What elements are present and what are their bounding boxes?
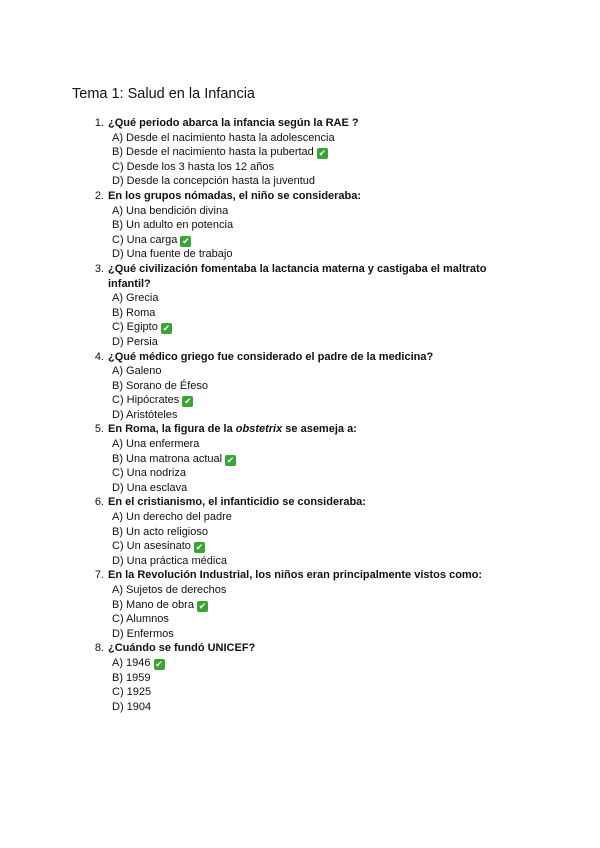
check-mark-icon: ✔ xyxy=(162,323,171,334)
answer-option-text: B) 1959 xyxy=(112,671,151,684)
answer-option-text: B) Un adulto en potencia xyxy=(112,219,234,232)
answer-option-text: C) Una nodriza xyxy=(112,467,186,480)
answer-option xyxy=(112,525,600,540)
question-number: 6. xyxy=(94,496,104,509)
question-5 xyxy=(0,422,600,495)
answer-option-text: C) Alumnos xyxy=(112,613,169,626)
question-text: En la Revolución Industrial, los niños eran principalmente vistos como: xyxy=(108,569,483,582)
answer-option-text: D) 1904 xyxy=(112,700,152,713)
answer-option xyxy=(112,320,600,335)
answer-option-text: C) Egipto xyxy=(112,321,158,334)
answer-option-text: A) 1946 xyxy=(112,656,151,669)
page-title: Tema 1: Salud en la Infancia xyxy=(72,86,255,102)
answer-option-text: A) Grecia xyxy=(112,292,159,305)
question-3 xyxy=(0,262,600,350)
question-1 xyxy=(0,116,600,189)
question-text: ¿Qué periodo abarca la infancia según la RAE ? xyxy=(108,117,359,129)
answer-option xyxy=(112,335,600,350)
answer-option xyxy=(112,174,600,189)
answer-option-text: B) Roma xyxy=(112,306,156,319)
quiz-list xyxy=(0,116,600,714)
options-list xyxy=(0,510,600,568)
question-number: 2. xyxy=(94,189,104,202)
answer-option xyxy=(112,364,600,379)
answer-option xyxy=(112,539,600,554)
check-mark-icon: ✔ xyxy=(182,235,190,246)
answer-option-text: D) Aristóteles xyxy=(112,408,178,421)
answer-option-text: B) Sorano de Éfeso xyxy=(112,379,209,392)
answer-option xyxy=(112,627,600,642)
answer-option xyxy=(112,218,600,233)
answer-option xyxy=(112,131,600,146)
question-text: En los grupos nómadas, el niño se consideraba: xyxy=(108,189,362,202)
options-list xyxy=(0,656,600,714)
question-text: ¿Qué médico griego fue considerado el padre de la medicina? xyxy=(108,350,434,363)
question-text-part: se asemeja a: xyxy=(282,423,357,436)
answer-option-text: D) Desde la concepción hasta la juventud xyxy=(112,175,316,188)
answer-option-text: C) Un asesinato xyxy=(112,540,191,553)
check-mark-icon: ✔ xyxy=(198,600,207,611)
answer-option-text: B) Mano de obra xyxy=(112,598,194,611)
answer-option xyxy=(112,437,600,452)
question-number: 5. xyxy=(94,423,104,436)
question-7 xyxy=(0,568,600,641)
answer-option xyxy=(112,656,600,671)
question-number: 3. xyxy=(94,262,104,275)
answer-option xyxy=(112,408,600,423)
check-mark-icon: ✔ xyxy=(155,658,163,669)
answer-option-text: C) 1925 xyxy=(112,686,152,699)
options-list xyxy=(0,437,600,495)
answer-option-text: D) Una fuente de trabajo xyxy=(112,248,233,261)
answer-option xyxy=(112,306,600,321)
answer-option-text: D) Persia xyxy=(112,335,158,348)
answer-option xyxy=(112,291,600,306)
answer-option-text: B) Una matrona actual xyxy=(112,452,223,465)
answer-option-text: B) Un acto religioso xyxy=(112,525,208,538)
options-list xyxy=(0,291,600,349)
answer-option xyxy=(112,510,600,525)
check-mark-icon: ✔ xyxy=(226,454,235,465)
question-8 xyxy=(0,641,600,714)
answer-option-text: D) Enfermos xyxy=(112,627,174,640)
answer-option-text: D) Una práctica médica xyxy=(112,554,227,567)
answer-option xyxy=(112,481,600,496)
answer-option-text: A) Un derecho del padre xyxy=(112,511,232,524)
answer-option xyxy=(112,393,600,408)
answer-option xyxy=(112,612,600,627)
answer-option-text: D) Una esclava xyxy=(112,481,188,494)
answer-option xyxy=(112,671,600,686)
check-mark-icon: ✔ xyxy=(318,148,327,159)
answer-option xyxy=(112,379,600,394)
answer-option xyxy=(112,204,600,219)
question-4 xyxy=(0,350,600,423)
question-text-italic: obstetrix xyxy=(235,423,283,436)
question-2 xyxy=(0,189,600,262)
question-text: En el cristianismo, el infanticidio se consideraba: xyxy=(108,496,366,509)
options-list xyxy=(0,583,600,641)
question-number: 4. xyxy=(94,350,104,363)
answer-option-text: C) Hipócrates xyxy=(112,394,180,407)
options-list xyxy=(0,364,600,422)
answer-option xyxy=(112,160,600,175)
answer-option xyxy=(112,554,600,569)
answer-option xyxy=(112,583,600,598)
question-number: 7. xyxy=(94,569,104,582)
question-number: 1. xyxy=(94,117,104,129)
options-list xyxy=(0,131,600,189)
question-text-part: En Roma, la figura de la xyxy=(108,423,236,436)
answer-option xyxy=(112,700,600,715)
answer-option-text: C) Desde los 3 hasta los 12 años xyxy=(112,160,275,173)
answer-option xyxy=(112,452,600,467)
check-mark-icon: ✔ xyxy=(183,396,192,407)
question-text: ¿Qué civilización fomentaba la lactancia materna y castigaba el maltrato infantil? xyxy=(108,262,487,290)
answer-option xyxy=(112,233,600,248)
answer-option-text: A) Sujetos de derechos xyxy=(112,584,227,596)
answer-option-text: A) Galeno xyxy=(112,365,162,378)
answer-option xyxy=(112,598,600,613)
answer-option xyxy=(112,466,600,481)
answer-option-text: A) Desde el nacimiento hasta la adolescencia xyxy=(112,131,335,144)
question-text: ¿Cuándo se fundó UNICEF? xyxy=(108,642,256,655)
answer-option-text: C) Una carga xyxy=(112,233,178,246)
answer-option-text: A) Una enfermera xyxy=(112,438,200,451)
answer-option xyxy=(112,247,600,262)
check-mark-icon: ✔ xyxy=(195,542,204,553)
question-6 xyxy=(0,495,600,568)
answer-option xyxy=(112,685,600,700)
question-text xyxy=(108,422,508,437)
question-number: 8. xyxy=(94,642,104,655)
answer-option xyxy=(112,145,600,160)
answer-option-text: A) Una bendición divina xyxy=(112,204,229,217)
answer-option-text: B) Desde el nacimiento hasta la pubertad xyxy=(112,146,314,159)
options-list xyxy=(0,204,600,262)
